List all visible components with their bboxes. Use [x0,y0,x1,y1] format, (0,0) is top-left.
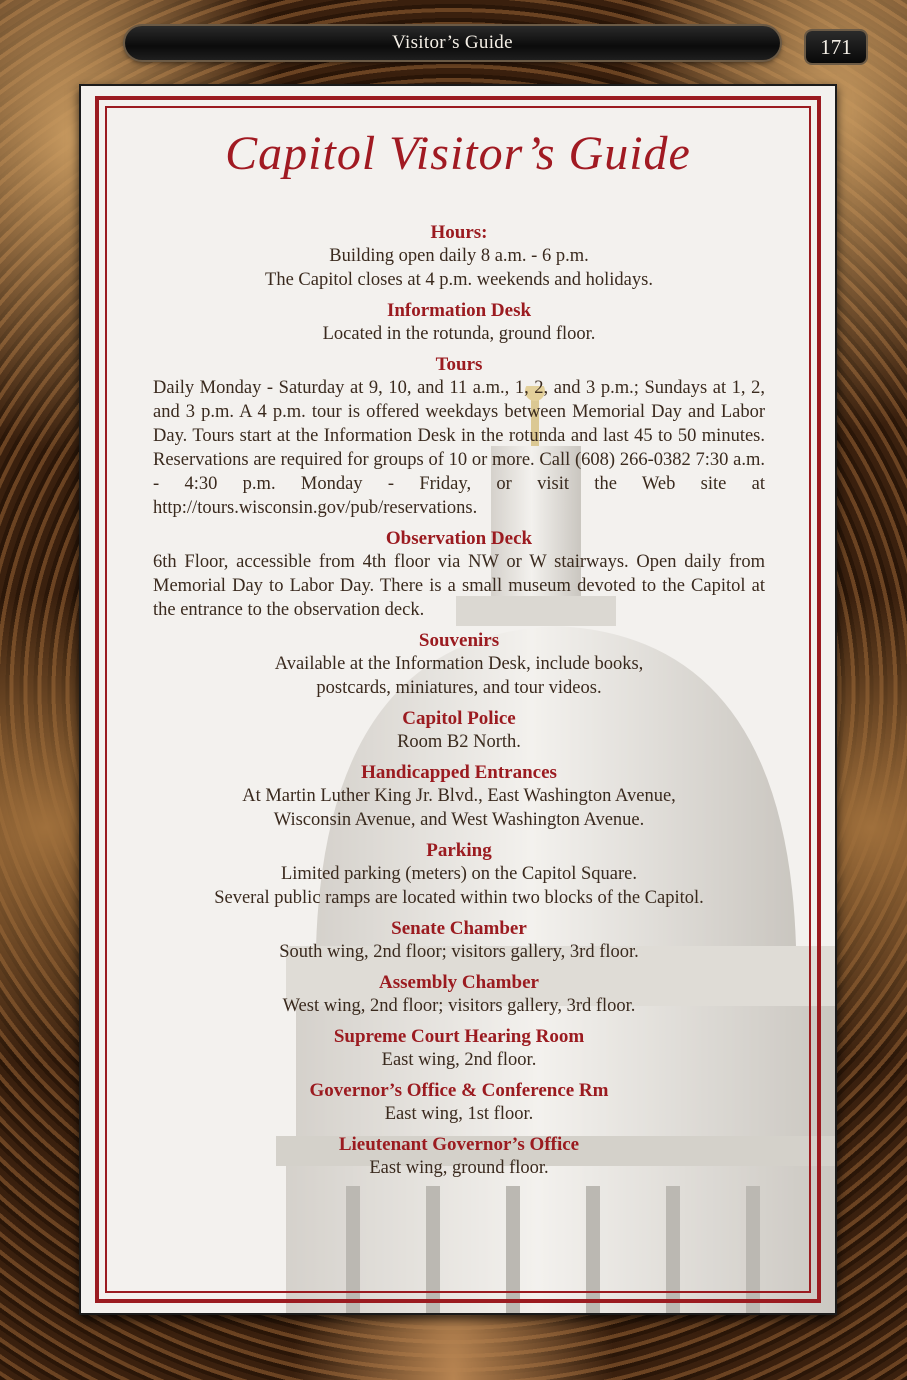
section-heading: Capitol Police [402,708,516,729]
section-line: At Martin Luther King Jr. Blvd., East Washington Avenue, [242,786,676,806]
section-capitol-police [153,708,765,754]
guide-card [79,84,837,1315]
section-parking [153,840,765,910]
section-hours [153,222,765,292]
section-heading: Senate Chamber [391,918,527,939]
section-line: postcards, miniatures, and tour videos. [316,678,602,698]
section-heading: Assembly Chamber [379,972,539,993]
section-senate-chamber [153,918,765,964]
section-heading: Information Desk [386,300,532,321]
section-line: Wisconsin Avenue, and West Washington Avenue. [273,810,645,830]
guide-title: Capitol Visitor’s Guide [225,127,691,180]
header-banner [125,26,780,60]
section-handicapped-entrances [153,762,765,832]
section-information-desk [153,300,765,346]
section-line: The Capitol closes at 4 p.m. weekends and holidays. [265,270,653,290]
section-heading: Governor’s Office & Conference Rm [309,1080,609,1101]
section-heading: Parking [426,840,492,861]
section-line: West wing, 2nd floor; visitors gallery, 3rd floor. [282,996,636,1016]
section-heading: Lieutenant Governor’s Office [338,1134,580,1155]
section-text: 6th Floor, accessible from 4th floor via NW or W stairways. Open daily from Memorial Day to Labor Day. There is a small museum devoted to the Capitol at the entrance to the observation deck. [153,552,765,620]
section-line: East wing, 2nd floor. [381,1050,537,1070]
section-supreme-court [153,1026,765,1072]
section-line: Available at the Information Desk, include books, [274,654,644,674]
section-line: East wing, ground floor. [369,1158,549,1178]
section-line: South wing, 2nd floor; visitors gallery, 3rd floor. [279,942,639,962]
guide-content [153,222,765,1188]
section-souvenirs [153,630,765,700]
section-line: Limited parking (meters) on the Capitol Square. [280,864,638,884]
section-line: Located in the rotunda, ground floor. [322,324,596,344]
section-heading: Handicapped Entrances [361,762,557,783]
section-lieutenant-governors-office [153,1134,765,1180]
section-line: Room B2 North. [397,732,521,752]
section-tours [153,354,765,520]
section-heading: Observation Deck [385,528,533,549]
section-line: Building open daily 8 a.m. - 6 p.m. [329,246,589,266]
section-heading: Hours: [430,222,488,243]
page-number: 171 [806,31,866,63]
section-text: Daily Monday - Saturday at 9, 10, and 11 a.m., 1, 2, and 3 p.m.; Sundays at 1, 2, and 3 p.m. A 4 p.m. tour is offered weekdays between Memorial Day and Labor Day. Tours start at the Information Desk in the rotunda and last 45 to 50 minutes. Reservations are required for groups of 10 or more. Call (608) 266-0382 7:30 a.m. - 4:30 p.m. Monday - Friday, or visit the Web site at http://tours.wisconsin.gov/pub/reservations. [153,378,765,518]
section-line: East wing, 1st floor. [384,1104,534,1124]
section-observation-deck [153,528,765,622]
section-line: Several public ramps are located within two blocks of the Capitol. [214,888,704,908]
section-heading: Supreme Court Hearing Room [333,1026,585,1047]
section-heading: Tours [435,354,483,375]
section-heading: Souvenirs [418,630,500,651]
section-governors-office [153,1080,765,1126]
banner-title: Visitor’s Guide [392,32,513,53]
section-assembly-chamber [153,972,765,1018]
